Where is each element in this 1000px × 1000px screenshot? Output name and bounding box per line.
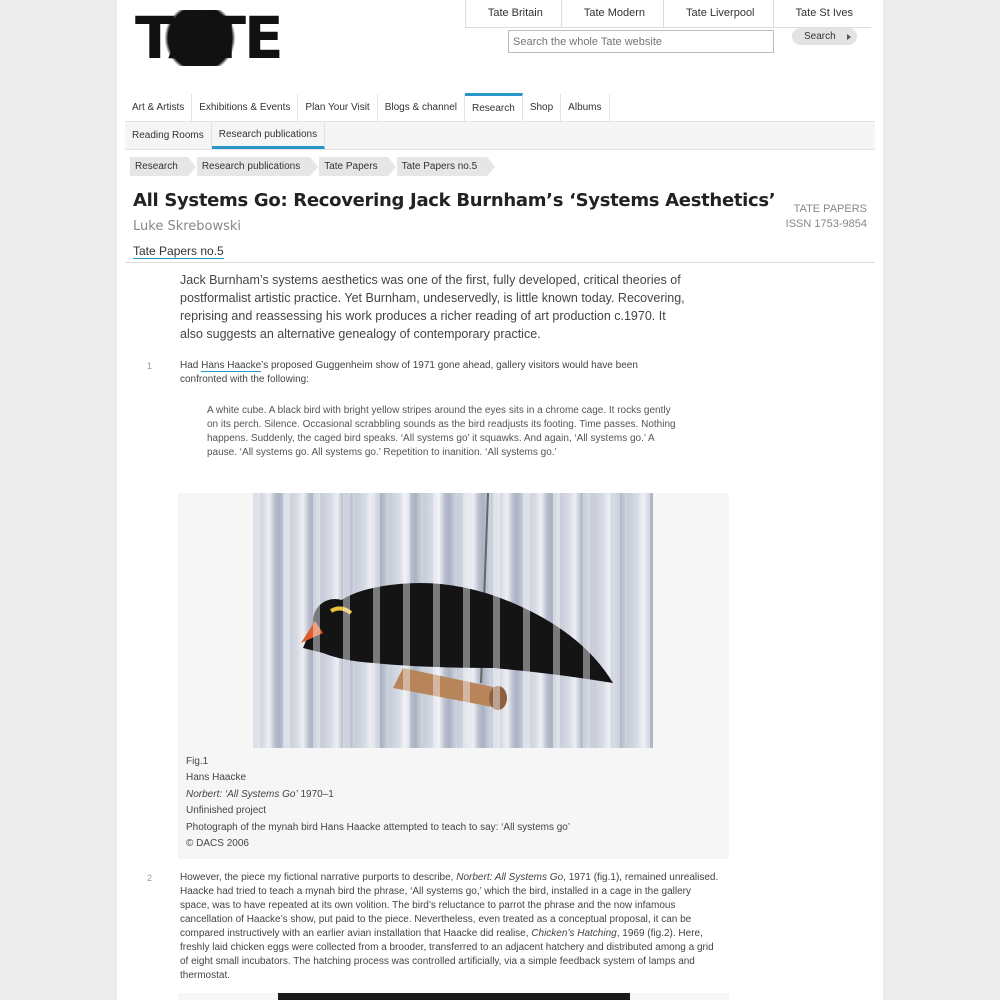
link-tate-britain[interactable]: Tate Britain bbox=[465, 0, 561, 28]
lead-paragraph: Jack Burnham’s systems aesthetics was one of the first, fully developed, critical theories of postformalist artistic practice. Yet Burnham, undeservedly, is little known today. Recovering, reprising and reassessing his work produces a richer reading of art production c.1970. It also suggests an alternative genealogy of contemporary practice. bbox=[180, 273, 685, 341]
issn: ISSN 1753-9854 bbox=[785, 218, 867, 230]
figure-work-title: Norbert: ‘All Systems Go’ bbox=[186, 788, 298, 800]
figure-description: Photograph of the mynah bird Hans Haacke attempted to teach to say: ‘All systems go’ bbox=[186, 821, 571, 833]
figure-status: Unfinished project bbox=[186, 805, 267, 817]
breadcrumb-item[interactable]: Research bbox=[130, 157, 188, 176]
work-title: Norbert: All Systems Go bbox=[456, 872, 564, 883]
text: ’s proposed Guggenheim show of 1971 gone ahead, gallery visitors would have been confronted with the following: bbox=[180, 360, 638, 385]
nav-exhibitions-events[interactable]: Exhibitions & Events bbox=[192, 93, 298, 121]
figure-caption bbox=[186, 754, 570, 852]
text: , 1971 (fig.1), remained unrealised. Haacke had tried to teach a mynah bird the phrase, ‘All systems go,’ which the bird, installed in a cage in the gallery space, was to have repeated at its own volition. The bird’s reluctance to parrot the phrase and the now infamous cancellation of Haacke’s show, put paid to the piece. Nevertheless, even treated as a conceptual proposal, it can be compared instructively with an earlier avian installation that Haacke did realise, bbox=[180, 872, 719, 939]
figure-artist: Hans Haacke bbox=[186, 772, 247, 784]
figure-copyright: © DACS 2006 bbox=[186, 838, 249, 850]
figure-work-date: 1970–1 bbox=[297, 788, 334, 800]
subnav-research-publications[interactable]: Research publications bbox=[212, 122, 325, 149]
divider bbox=[125, 262, 875, 263]
hans-haacke-link[interactable]: Hans Haacke bbox=[201, 360, 262, 371]
breadcrumb-item[interactable]: Tate Papers no.5 bbox=[397, 157, 488, 176]
nav-art-artists[interactable]: Art & Artists bbox=[125, 93, 192, 121]
figure-2 bbox=[178, 993, 729, 1000]
sub-nav bbox=[125, 121, 875, 150]
page-title: All Systems Go: Recovering Jack Burnham’s ‘Systems Aesthetics’ bbox=[133, 190, 776, 211]
subnav-reading-rooms[interactable]: Reading Rooms bbox=[125, 122, 212, 149]
publication-meta bbox=[786, 202, 867, 232]
nav-research[interactable]: Research bbox=[465, 93, 523, 121]
block-quote: A white cube. A black bird with bright yellow stripes around the eyes sits in a chrome cage. It rocks gently on its perch. Silence. Occasional scrabbling sounds as the bird readjusts its footing. Time passes. Nothing happens. Suddenly, the caged bird speaks. ‘All systems go’ it squawks. And again, ‘All systems go.’ A pause. ‘All systems go. All systems go.’ Repetition to inanition. ‘All systems go.’ bbox=[207, 405, 676, 458]
breadcrumb-item[interactable]: Research publications bbox=[197, 157, 310, 176]
figure-1 bbox=[178, 493, 729, 859]
main-nav bbox=[125, 93, 610, 121]
mynah-bird-photo[interactable] bbox=[253, 493, 653, 748]
text: , 1969 (fig.2). Here, freshly laid chicken eggs were collected from a brooder, transferred to an adjacent hatchery and distributed among a grid of eight small incubators. The hatching process was controlled artificially, via a simple feedback system of lamps and thermostat. bbox=[180, 928, 714, 981]
link-tate-modern[interactable]: Tate Modern bbox=[561, 0, 663, 28]
figure-number: Fig.1 bbox=[186, 756, 209, 767]
page bbox=[117, 0, 883, 1000]
tate-logo[interactable] bbox=[135, 4, 282, 72]
paragraph-number: 1 bbox=[147, 361, 153, 371]
chickens-hatching-photo[interactable] bbox=[278, 993, 630, 1000]
paragraph-2 bbox=[180, 871, 720, 983]
nav-shop[interactable]: Shop bbox=[523, 93, 561, 121]
breadcrumb-item[interactable]: Tate Papers bbox=[319, 157, 387, 176]
nav-albums[interactable]: Albums bbox=[561, 93, 609, 121]
search-input[interactable] bbox=[508, 30, 774, 53]
logo-text: TATE bbox=[135, 4, 282, 72]
breadcrumb bbox=[130, 157, 496, 176]
nav-blogs-channel[interactable]: Blogs & channel bbox=[378, 93, 465, 121]
bird-illustration bbox=[253, 493, 653, 748]
nav-plan-your-visit[interactable]: Plan Your Visit bbox=[298, 93, 377, 121]
figure-title-line bbox=[186, 787, 570, 803]
paragraph-number: 2 bbox=[147, 873, 153, 883]
text: However, the piece my fictional narrative purports to describe, bbox=[180, 872, 457, 883]
gallery-links bbox=[465, 0, 871, 28]
text: Had bbox=[180, 360, 202, 371]
series-link[interactable]: Tate Papers no.5 bbox=[133, 244, 224, 258]
link-tate-liverpool[interactable]: Tate Liverpool bbox=[663, 0, 773, 28]
link-tate-st-ives[interactable]: Tate St Ives bbox=[773, 0, 871, 28]
arrow-right-icon bbox=[847, 34, 851, 40]
publication-name: TATE PAPERS bbox=[793, 203, 867, 215]
search-button[interactable] bbox=[792, 28, 857, 45]
work-title: Chicken’s Hatching bbox=[531, 928, 617, 939]
paragraph-1 bbox=[180, 359, 685, 387]
author-name: Luke Skrebowski bbox=[133, 219, 242, 234]
search-button-label: Search bbox=[804, 31, 836, 42]
